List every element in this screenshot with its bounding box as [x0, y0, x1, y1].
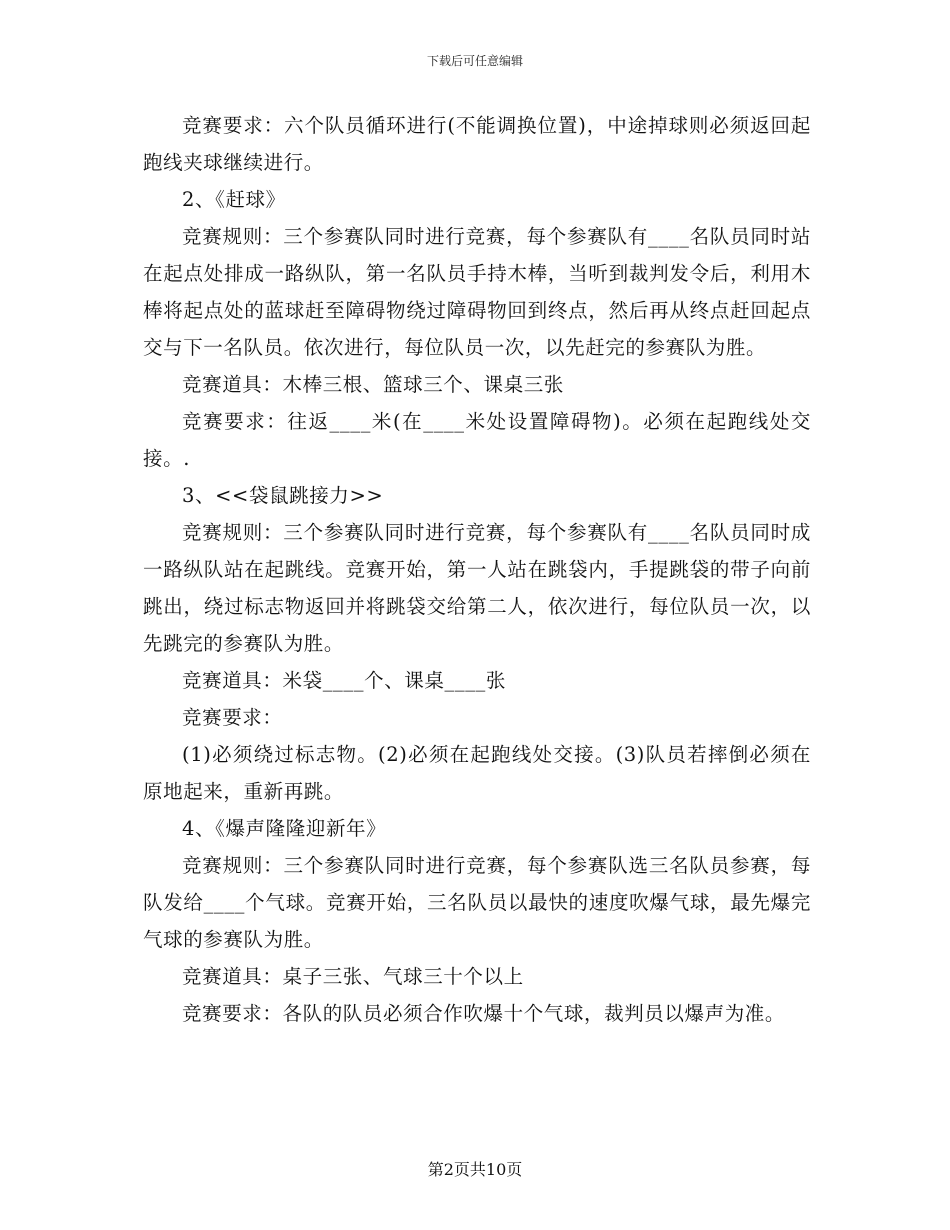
paragraph-3-rules: 竞赛规则：三个参赛队同时进行竞赛，每个参赛队有____名队员同时成一路纵队站在起跳线。竞赛开始，第一人站在跳袋内，手提跳袋的带子向前跳出，绕过标志物返回并将跳袋交给第二人，依次进行，每位队员一次，以先跳完的参赛队为胜。 — [143, 521, 811, 655]
section-heading-2: 2、《赶球》 — [182, 188, 286, 211]
paragraph-3-requirements-list: (1)必须绕过标志物。(2)必须在起跑线处交接。(3)队员若摔倒必须在原地起来，重新再跳。 — [143, 743, 811, 803]
section-heading-4: 4、《爆声隆隆迎新年》 — [182, 817, 387, 840]
page-number: 第2页共10页 — [427, 1160, 523, 1179]
paragraph-2-rules: 竞赛规则：三个参赛队同时进行竞赛，每个参赛队有____名队员同时站在起点处排成一路纵队，第一名队员手持木棒，当听到裁判发令后，利用木棒将起点处的蓝球赶至障碍物绕过障碍物回到终点，然后再从终点赶回起点交与下一名队员。依次进行，每位队员一次，以先赶完的参赛队为胜。 — [143, 225, 811, 359]
section-heading-3: 3、<<袋鼠跳接力>> — [182, 484, 384, 507]
paragraph-3-props: 竞赛道具：米袋____个、课桌____张 — [182, 669, 506, 692]
document-body — [143, 107, 811, 1032]
paragraph-2-props: 竞赛道具：木棒三根、篮球三个、课桌三张 — [182, 373, 564, 396]
paragraph-2-requirements: 竞赛要求：往返____米(在____米处设置障碍物)。必须在起跑线处交接。. — [143, 410, 811, 470]
paragraph-4-requirements: 竞赛要求：各队的队员必须合作吹爆十个气球，裁判员以爆声为准。 — [182, 1002, 786, 1025]
page-header: 下载后可任意编辑 — [426, 54, 523, 68]
paragraph-relay-requirements: 竞赛要求：六个队员循环进行(不能调换位置)，中途掉球则必须返回起跑线夹球继续进行。 — [143, 114, 811, 174]
paragraph-4-rules: 竞赛规则：三个参赛队同时进行竞赛，每个参赛队选三名队员参赛，每队发给____个气球。竞赛开始，三名队员以最快的速度吹爆气球，最先爆完气球的参赛队为胜。 — [143, 854, 811, 951]
paragraph-4-props: 竞赛道具：桌子三张、气球三十个以上 — [182, 965, 524, 988]
paragraph-3-requirements-label: 竞赛要求： — [182, 706, 283, 729]
